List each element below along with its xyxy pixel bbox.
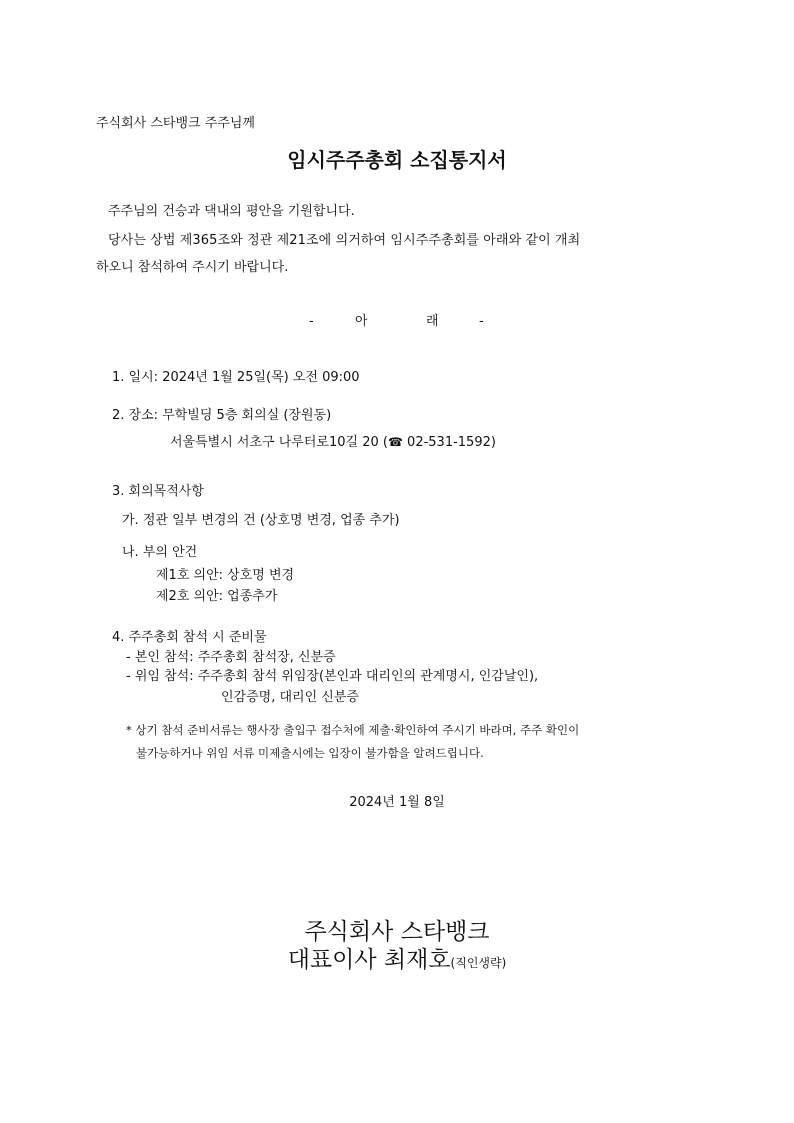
date-value: 2024년 1월 25일(목) 오전 09:00 (162, 370, 360, 385)
item-date (112, 370, 360, 386)
company-name: 주식회사 스타뱅크 (304, 919, 490, 945)
addressee: 주식회사 스타뱅크 주주님께 (96, 116, 255, 131)
place-address-line (170, 434, 496, 451)
prep-self: - 본인 참석: 주주총회 참석장, 신분증 (126, 650, 336, 665)
intro-line-3: 하오니 참석하여 주시기 바랍니다. (96, 260, 289, 275)
below-word-1: 아 (355, 314, 368, 329)
below-dash-left: - (309, 314, 314, 329)
agenda-sub-a: 가. 정관 일부 변경의 건 (상호명 변경, 업종 추가) (122, 513, 400, 528)
place-address: 서울특별시 서초구 나루터로10길 20 ( (170, 435, 388, 450)
agenda-heading: 3. 회의목적사항 (112, 484, 204, 499)
date-label: 1. 일시: (112, 370, 159, 385)
intro-line-1: 주주님의 건승과 댁내의 평안을 기원합니다. (108, 204, 355, 219)
place-value: 무학빌딩 5층 회의실 (장원동) (162, 408, 332, 423)
prep-proxy-cont: 인감증명, 대리인 신분증 (221, 690, 359, 705)
place-label: 2. 장소: (112, 408, 159, 423)
document-title: 임시주주총회 소집통지서 (287, 148, 507, 172)
prep-heading: 4. 주주총회 참석 시 준비물 (112, 630, 267, 645)
motion-1: 제1호 의안: 상호명 변경 (156, 568, 295, 583)
note-line-1: * 상기 참석 준비서류는 행사장 출입구 접수처에 제출·확인하여 주시기 바라며, 주주 확인이 (126, 723, 580, 737)
intro-line-2: 당사는 상법 제365조와 정관 제21조에 의거하여 임시주주총회를 아래와 같이 개최 (108, 233, 581, 248)
representative: 대표이사 최재호 (287, 947, 451, 973)
item-place (112, 408, 331, 424)
agenda-sub-b: 나. 부의 안건 (122, 545, 198, 560)
motion-2: 제2호 의안: 업종추가 (156, 589, 278, 604)
below-dash-right: - (479, 314, 484, 329)
telephone-icon: ☎ (387, 435, 403, 449)
place-phone: 02-531-1592) (407, 435, 496, 450)
prep-proxy: - 위임 참석: 주주총회 참석 위임장(본인과 대리인의 관계명시, 인감날인), (126, 669, 539, 684)
note-line-2: 불가능하거나 위임 서류 미제출시에는 입장이 불가함을 알려드립니다. (136, 746, 484, 760)
representative-line (0, 946, 794, 978)
seal-note: (직인생략) (450, 956, 507, 970)
issue-date: 2024년 1월 8일 (349, 795, 445, 810)
below-word-2: 래 (426, 314, 439, 329)
